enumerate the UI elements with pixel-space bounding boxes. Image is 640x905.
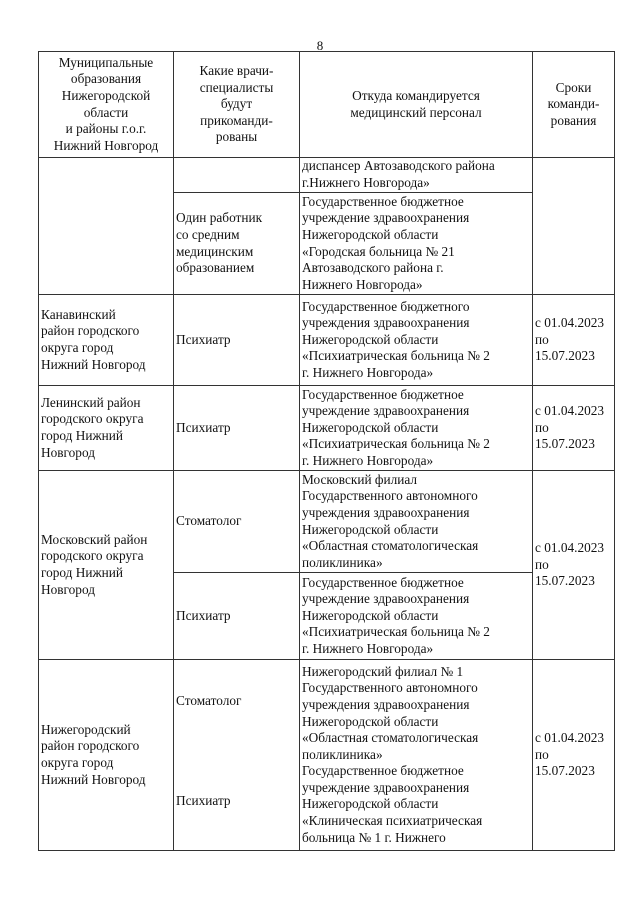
table-row — [39, 386, 615, 471]
dates-cell: с 01.04.2023 по 15.07.2023 — [533, 386, 615, 471]
header-specialists: Какие врачи- специалисты будут прикоманди- рованы — [174, 52, 300, 158]
source-cell: Государственное бюджетное учреждение здравоохранения Нижегородской области «Психиатрическая больница № 2 г. Нижнего Новгорода» — [300, 573, 533, 660]
district-cell: Канавинский район городского округа город Нижний Новгород — [39, 295, 174, 386]
table-row — [39, 471, 615, 573]
table-row — [39, 295, 615, 386]
dates-cell: с 01.04.2023 по 15.07.2023 — [533, 471, 615, 660]
dates-cell: с 01.04.2023 по 15.07.2023 — [533, 660, 615, 851]
source-cell: Московский филиал Государственного автономного учреждения здравоохранения Нижегородской области «Областная стоматологическая поликлиника» — [300, 471, 533, 573]
specialist-cell: Психиатр — [174, 295, 300, 386]
header-dates: Сроки команди- рования — [533, 52, 615, 158]
source-cell: Государственное бюджетное учреждение здравоохранения Нижегородской области «Городская больница № 21 Автозаводского района г. Нижнего Новгорода» — [300, 193, 533, 295]
table-row — [39, 660, 615, 851]
specialist-dentist: Стоматолог — [176, 693, 242, 709]
specialist-cell-empty — [174, 158, 300, 193]
header-municipalities: Муниципальные образования Нижегородской области и районы г.о.г. Нижний Новгород — [39, 52, 174, 158]
specialist-psychiatrist: Психиатр — [176, 792, 231, 808]
district-cell: Ленинский район городского округа город Нижний Новгород — [39, 386, 174, 471]
source-cell: Нижегородский филиал № 1 Государственного автономного учреждения здравоохранения Нижегородской области «Областная стоматологическая поликлиника» Государственное бюджетное учреждение здравоохранения Нижегородской области «Клиническая психиатрическая больница № 1 г. Нижнего — [300, 660, 533, 851]
assignment-table — [38, 51, 615, 851]
specialist-cell: Стоматолог — [174, 471, 300, 573]
table-row — [39, 158, 615, 193]
district-cell: Нижегородский район городского округа город Нижний Новгород — [39, 660, 174, 851]
district-cell: Московский район городского округа город Нижний Новгород — [39, 471, 174, 660]
specialist-cell: Психиатр — [174, 386, 300, 471]
specialist-cell — [174, 660, 300, 851]
specialist-cell: Психиатр — [174, 573, 300, 660]
source-cell: Государственное бюджетное учреждение здравоохранения Нижегородской области «Психиатрическая больница № 2 г. Нижнего Новгорода» — [300, 386, 533, 471]
dates-cell: с 01.04.2023 по 15.07.2023 — [533, 295, 615, 386]
header-row — [39, 52, 615, 158]
district-cell-empty — [39, 158, 174, 295]
page-number: 8 — [316, 38, 324, 53]
source-cell: Государственное бюджетного учреждения здравоохранения Нижегородской области «Психиатрическая больница № 2 г. Нижнего Новгорода» — [300, 295, 533, 386]
source-cell: диспансер Автозаводского района г.Нижнего Новгорода» — [300, 158, 533, 193]
header-source: Откуда командируется медицинский персонал — [300, 52, 533, 158]
dates-cell-empty — [533, 158, 615, 295]
specialist-cell: Один работник со средним медицинским образованием — [174, 193, 300, 295]
